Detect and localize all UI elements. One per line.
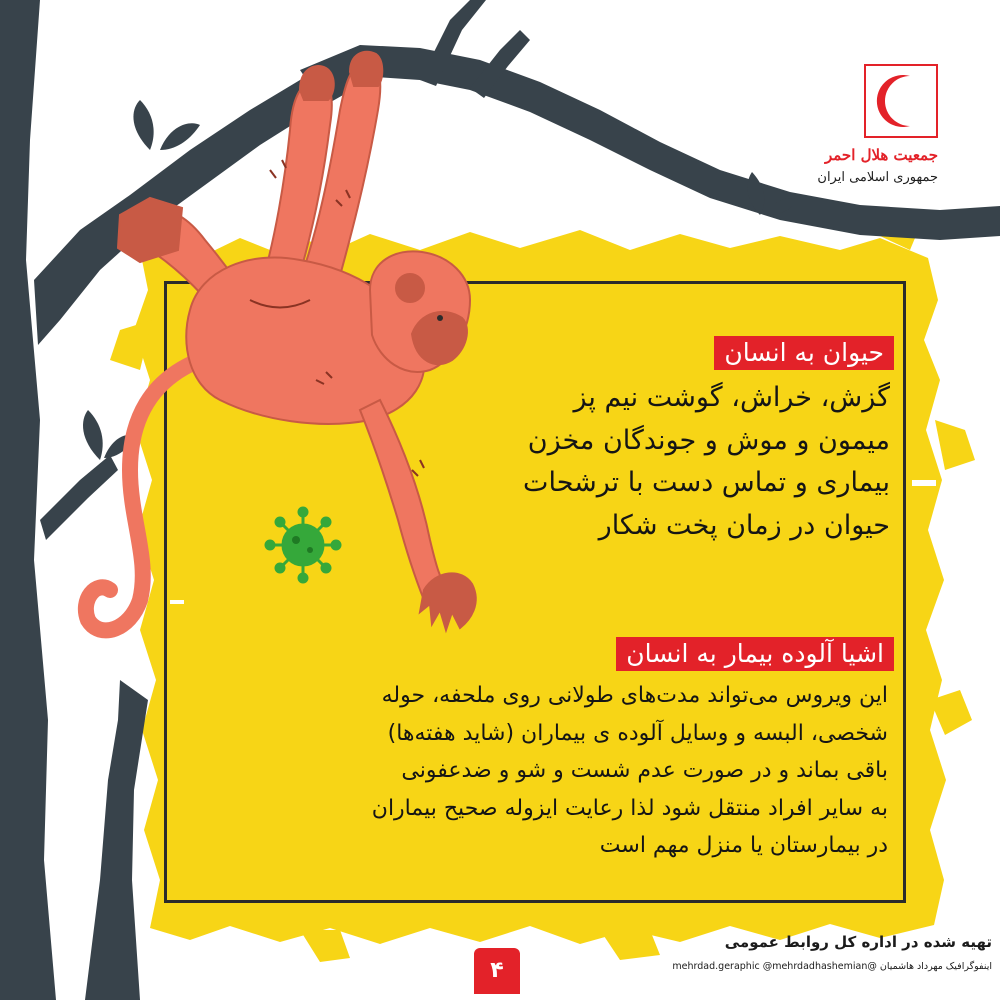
credit-text: تهیه شده در اداره کل روابط عمومی: [724, 933, 992, 951]
page-number-badge: ۴: [474, 948, 520, 994]
section1-heading: حیوان به انسان: [714, 336, 894, 370]
red-crescent-logo: [864, 64, 938, 138]
brand-country: جمهوری اسلامی ایران: [817, 170, 938, 185]
section2-text: [372, 677, 888, 865]
brand-name: جمعیت هلال احمر: [824, 146, 938, 164]
section1-line: بیماری و تماس دست با ترشحات: [523, 467, 890, 498]
section2-line: شخصی، البسه و وسایل آلوده ی بیماران (شاید هفته‌ها): [387, 720, 888, 746]
section2-line: این ویروس می‌تواند مدت‌های طولانی روی ملحفه، حوله: [381, 683, 888, 708]
section2-line: به سایر افراد منتقل شود لذا رعایت ایزوله صحیح بیماران: [371, 795, 888, 821]
crescent-icon: [866, 66, 936, 136]
section2-heading: اشیا آلوده بیمار به انسان: [616, 637, 894, 671]
designer-credit: اینفوگرافیک مهرداد هاشمیان @mehrdad.geraphic @mehrdadhashemian: [672, 961, 992, 972]
section1-line: گزش، خراش، گوشت نیم پز: [573, 382, 890, 413]
section2-line: در بیمارستان یا منزل مهم است: [599, 833, 888, 858]
section1-text: [523, 377, 890, 547]
section1-line: حیوان در زمان پخت شکار: [598, 509, 890, 541]
section1-line: میمون و موش و جوندگان مخزن: [527, 424, 890, 456]
section2-line: باقی بماند و در صورت عدم شست و شو و ضدعفونی: [401, 758, 888, 783]
